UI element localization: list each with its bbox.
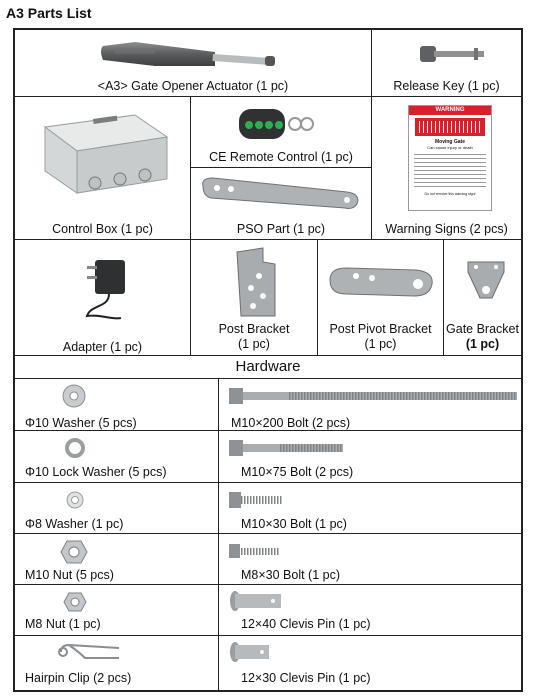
cell-bolt-m8-30 bbox=[218, 533, 522, 585]
bolt-medium-icon bbox=[229, 437, 349, 459]
control-box-image bbox=[35, 109, 175, 204]
adapter-label: Adapter (1 pc) bbox=[62, 340, 143, 354]
gate-bracket-label-2: (1 pc) bbox=[465, 337, 500, 351]
remote-icon bbox=[239, 105, 319, 143]
nut-small-icon bbox=[63, 591, 87, 613]
washer-small-icon bbox=[63, 489, 87, 511]
cell-hairpin-clip bbox=[14, 635, 219, 691]
control-box-label: Control Box (1 pc) bbox=[52, 222, 153, 236]
cell-nut-8 bbox=[14, 584, 219, 636]
clevis-pin-short-icon bbox=[229, 640, 279, 666]
page-title: A3 Parts List bbox=[6, 5, 92, 21]
warning-sign-footer: Do not remove this warning sign! bbox=[424, 192, 476, 196]
nut-8-label: M8 Nut (1 pc) bbox=[25, 617, 101, 631]
cell-lock-washer-10 bbox=[14, 430, 219, 483]
remote-label: CE Remote Control (1 pc) bbox=[209, 150, 353, 164]
post-pivot-bracket-image bbox=[326, 264, 438, 304]
cell-control-box bbox=[14, 96, 191, 240]
clevis-pin-long-icon bbox=[229, 589, 289, 615]
post-bracket-label-1: Post Bracket bbox=[218, 322, 290, 336]
hardware-heading: Hardware bbox=[14, 355, 522, 379]
post-pivot-bracket-label-1: Post Pivot Bracket bbox=[329, 322, 432, 336]
cell-post-pivot-bracket bbox=[317, 239, 444, 356]
warning-sign-image bbox=[408, 105, 492, 211]
cell-bolt-m10-75 bbox=[218, 430, 522, 483]
bolt-m10-30-label: M10×30 Bolt (1 pc) bbox=[241, 517, 347, 531]
cell-release-key bbox=[371, 29, 522, 97]
warning-sign-subtitle: Moving Gate bbox=[434, 139, 465, 145]
cell-warning-signs bbox=[371, 96, 522, 240]
nut-10-label: M10 Nut (5 pcs) bbox=[25, 568, 114, 582]
release-key-label: Release Key (1 pc) bbox=[393, 79, 500, 93]
post-pivot-bracket-label-2: (1 pc) bbox=[364, 337, 397, 351]
actuator-label: <A3> Gate Opener Actuator (1 pc) bbox=[97, 79, 289, 93]
washer-8-label: Φ8 Washer (1 pc) bbox=[25, 517, 124, 531]
gate-icon bbox=[415, 118, 485, 136]
gate-bracket-image bbox=[464, 258, 508, 310]
washer-10-label: Φ10 Washer (5 pcs) bbox=[25, 416, 137, 430]
cell-post-bracket bbox=[190, 239, 318, 356]
cell-gate-bracket bbox=[443, 239, 522, 356]
cell-adapter bbox=[14, 239, 191, 356]
bolt-m8-30-label: M8×30 Bolt (1 pc) bbox=[241, 568, 341, 582]
cell-pso-part bbox=[190, 167, 372, 240]
warning-sign-tagline: Can cause injury or death bbox=[427, 145, 473, 150]
clevis-pin-30-label: 12×30 Clevis Pin (1 pc) bbox=[241, 671, 371, 685]
cell-washer-8 bbox=[14, 482, 219, 534]
bolt-m10-75-label: M10×75 Bolt (2 pcs) bbox=[241, 465, 354, 479]
warning-sign-header: WARNING bbox=[409, 106, 491, 115]
warning-signs-label: Warning Signs (2 pcs) bbox=[385, 222, 508, 236]
cell-remote bbox=[190, 96, 372, 168]
actuator-image bbox=[95, 36, 285, 76]
cell-actuator bbox=[14, 29, 372, 97]
pso-part-label: PSO Part (1 pc) bbox=[236, 222, 326, 236]
adapter-image bbox=[81, 254, 141, 324]
gate-bracket-label-1: Gate Bracket bbox=[446, 322, 519, 336]
bolt-m10-200-label: M10×200 Bolt (2 pcs) bbox=[231, 416, 351, 430]
post-bracket-image bbox=[233, 246, 279, 318]
lock-washer-icon bbox=[63, 437, 87, 459]
post-bracket-label-2: (1 pc) bbox=[238, 337, 270, 351]
bolt-short-icon bbox=[229, 489, 289, 511]
hairpin-clip-icon bbox=[55, 642, 125, 664]
cell-bolt-m10-200 bbox=[218, 378, 522, 431]
warning-text-block bbox=[414, 154, 486, 188]
cell-clevis-pin-40 bbox=[218, 584, 522, 636]
lock-washer-10-label: Φ10 Lock Washer (5 pcs) bbox=[25, 465, 167, 479]
key-icon bbox=[420, 40, 490, 70]
cell-bolt-m10-30 bbox=[218, 482, 522, 534]
cell-nut-10 bbox=[14, 533, 219, 585]
cell-clevis-pin-30 bbox=[218, 635, 522, 691]
hairpin-clip-label: Hairpin Clip (2 pcs) bbox=[25, 671, 132, 685]
bolt-m8-icon bbox=[229, 540, 289, 562]
cell-washer-10 bbox=[14, 378, 219, 431]
pso-part-image bbox=[197, 174, 367, 214]
bolt-long-icon bbox=[229, 385, 519, 407]
washer-icon bbox=[59, 383, 89, 409]
nut-icon bbox=[60, 539, 88, 565]
clevis-pin-40-label: 12×40 Clevis Pin (1 pc) bbox=[241, 617, 371, 631]
